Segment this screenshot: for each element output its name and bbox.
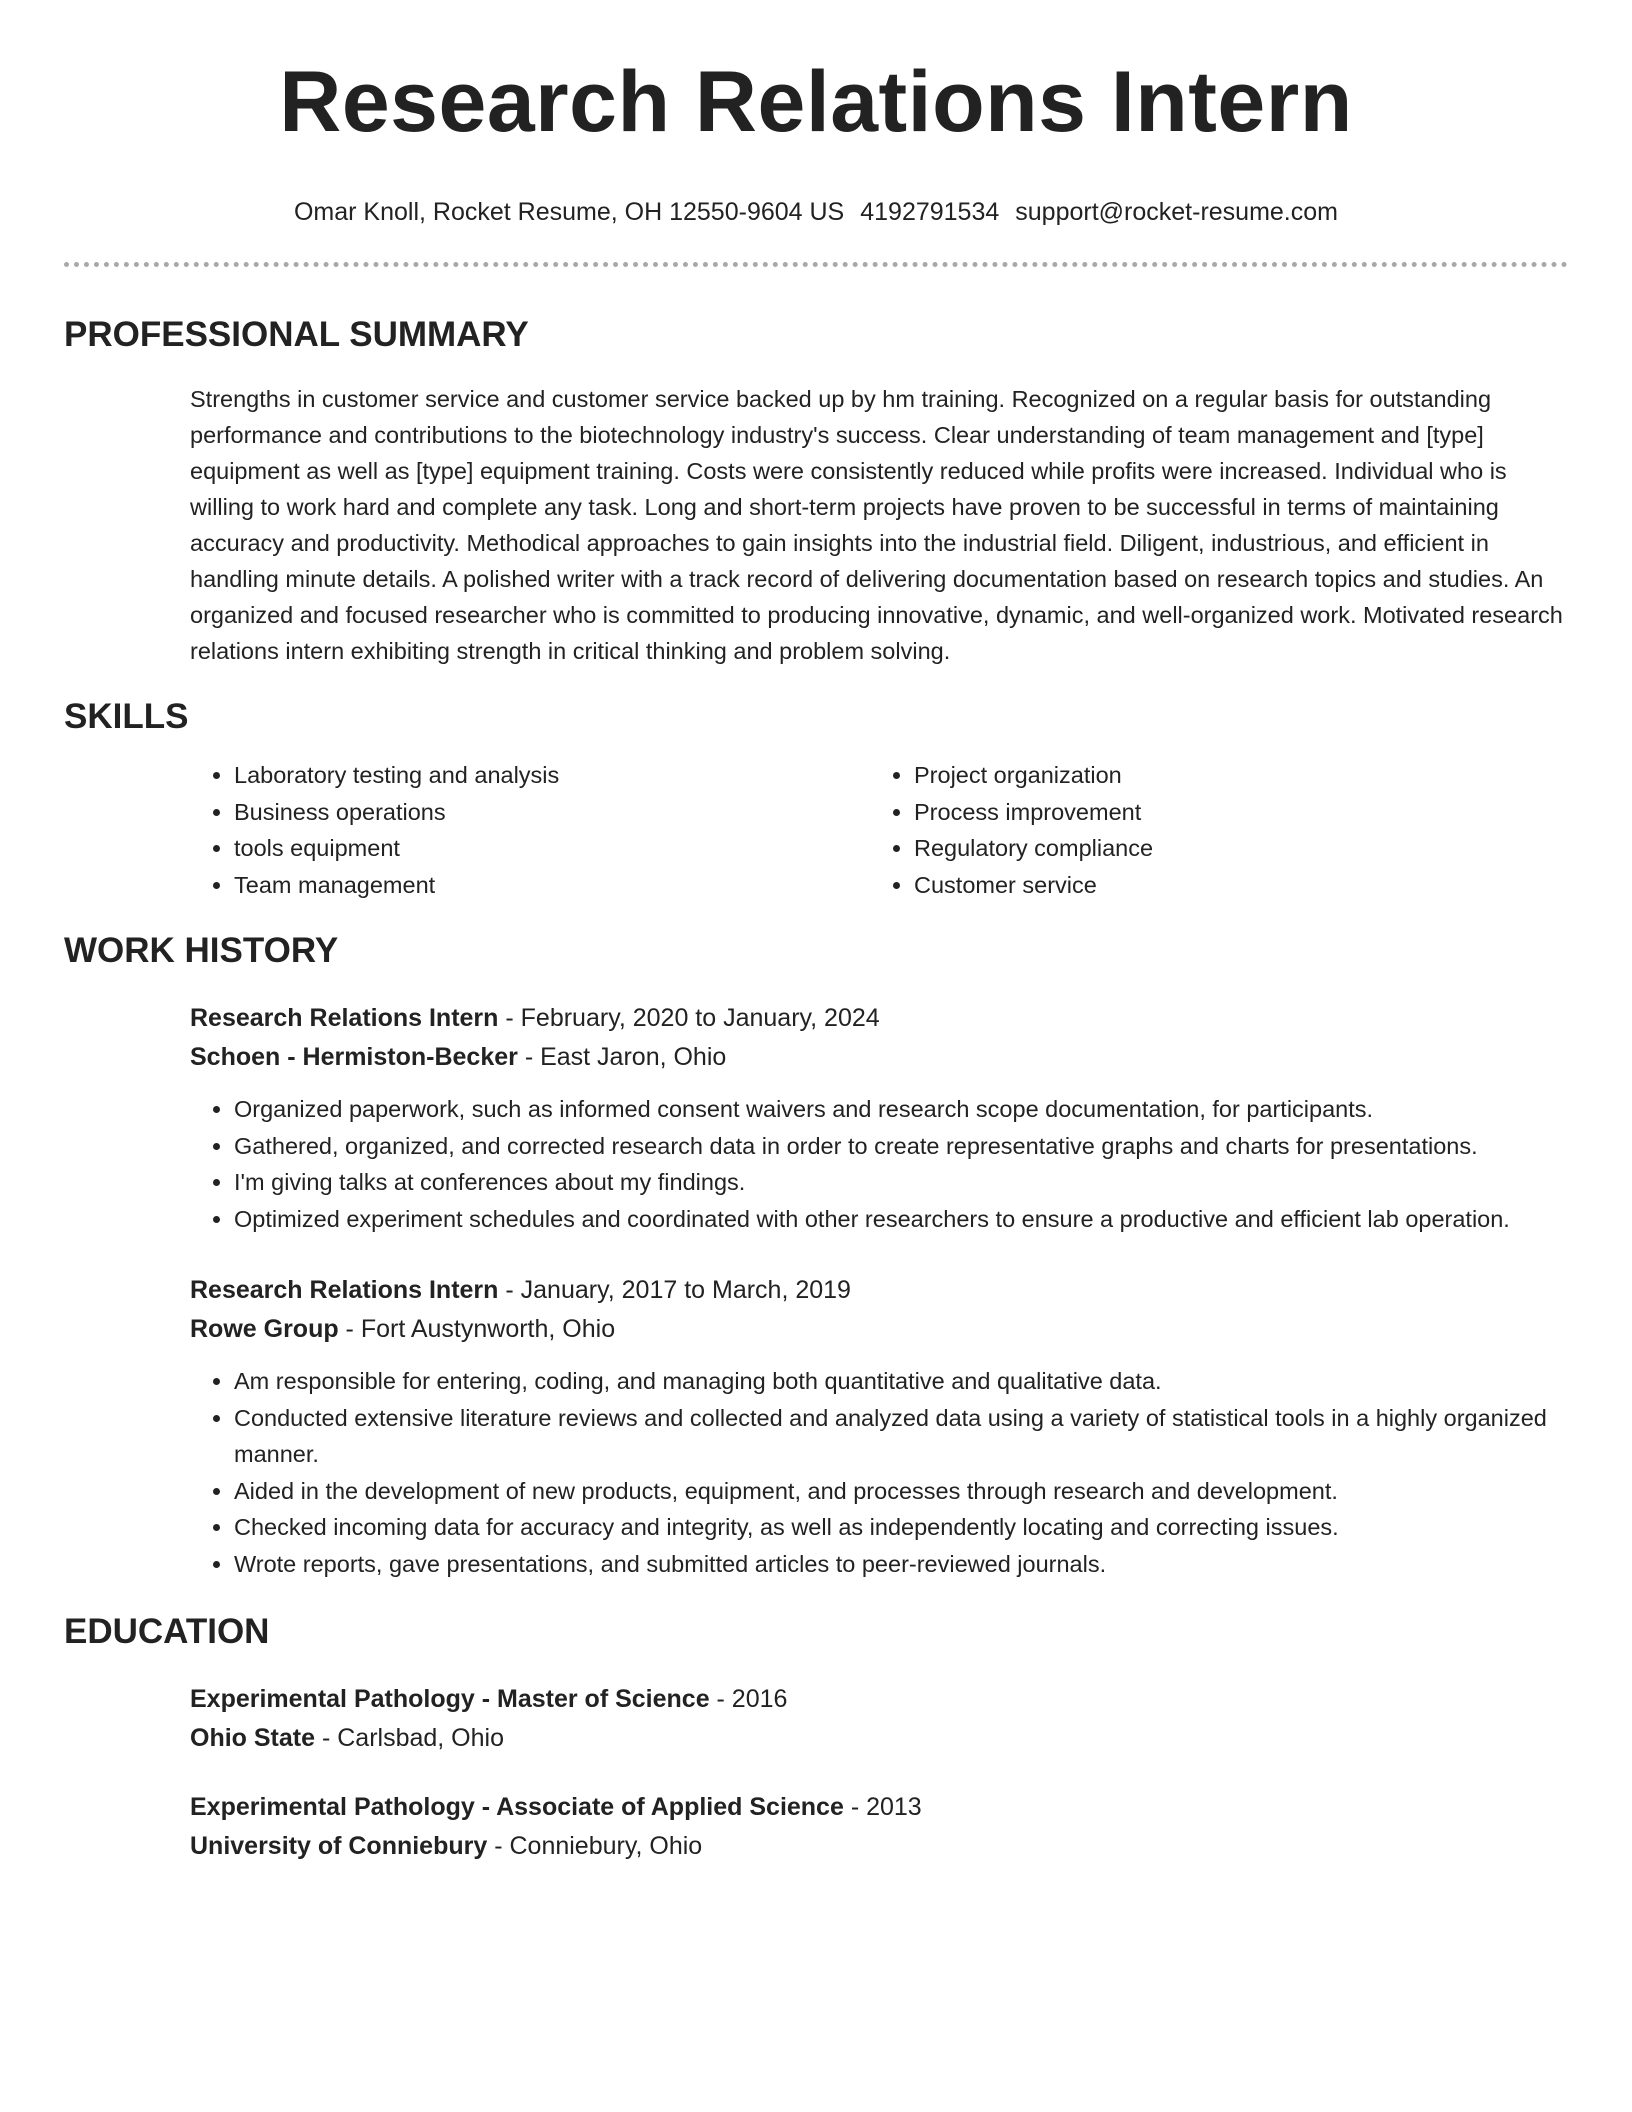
job-duty: • Gathered, organized, and corrected research data in order to create representative graphs and charts for presentations. — [234, 1128, 1568, 1165]
section-title-education: EDUCATION — [64, 1612, 270, 1651]
resume-name-heading: Research Relations Intern — [279, 54, 1353, 150]
skills-list-right — [870, 757, 1550, 903]
job-dates: - February, 2020 to January, 2024 — [498, 1004, 880, 1032]
job-location: - Fort Austynworth, Ohio — [338, 1315, 616, 1343]
skill-item: • tools equipment — [234, 830, 870, 867]
education-degree: Experimental Pathology - Associate of Applied Science — [190, 1793, 844, 1821]
skill-item: • Customer service — [914, 867, 1550, 904]
section-title-skills: SKILLS — [64, 697, 189, 736]
contact-phone: 4192791534 — [860, 198, 1000, 226]
education-location: - Conniebury, Ohio — [487, 1832, 703, 1860]
education-school-line — [190, 1827, 1568, 1866]
education-degree-line — [190, 1788, 1568, 1827]
section-title-summary: PROFESSIONAL SUMMARY — [64, 315, 529, 354]
skills-grid — [190, 757, 1568, 903]
skill-item: • Team management — [234, 867, 870, 904]
job-duty: • Conducted extensive literature reviews and collected and analyzed data using a variety of statistical tools in a highly organized manner. — [234, 1400, 1568, 1473]
education-degree-line — [190, 1680, 1568, 1719]
education-entry — [190, 1788, 1568, 1866]
skill-item: • Project organization — [914, 757, 1550, 794]
contact-line — [64, 196, 1568, 228]
job-duty: • Am responsible for entering, coding, and managing both quantitative and qualitative data. — [234, 1363, 1568, 1400]
job-position: Research Relations Intern — [190, 1004, 499, 1032]
job-location: - East Jaron, Ohio — [517, 1043, 727, 1071]
skills-list-left — [190, 757, 870, 903]
job-duties-list — [190, 1363, 1568, 1582]
job-company-line — [190, 1310, 1568, 1349]
job-title-line — [190, 1271, 1568, 1310]
education-year: - 2013 — [843, 1793, 922, 1821]
contact-address: Omar Knoll, Rocket Resume, OH 12550-9604 US — [293, 198, 845, 226]
section-title-work-history: WORK HISTORY — [64, 931, 339, 970]
education-school: University of Conniebury — [190, 1832, 488, 1860]
job-company-line — [190, 1038, 1568, 1077]
contact-email: support@rocket-resume.com — [1015, 198, 1338, 226]
job-dates: - January, 2017 to March, 2019 — [498, 1276, 851, 1304]
education-year: - 2016 — [709, 1685, 788, 1713]
skill-item: • Laboratory testing and analysis — [234, 757, 870, 794]
job-entry — [190, 999, 1568, 1237]
job-duty: • Checked incoming data for accuracy and integrity, as well as independently locating and correcting issues. — [234, 1509, 1568, 1546]
summary-text: Strengths in customer service and customer service backed up by hm training. Recognized on a regular basis for outstanding performance and contributions to the biotechnology industry's success. Clear understanding of team management and [type] equipment as well as [type] equipment training. Costs were consistently reduced while profits were increased. Individual who is willing to work hard and complete any task. Long and short-term projects have proven to be successful in terms of maintaining accuracy and productivity. Methodical approaches to gain insights into the industrial field. Diligent, industrious, and efficient in handling minute details. A polished writer with a track record of delivering documentation based on research topics and studies. An organized and focused researcher who is committed to producing innovative, dynamic, and well-organized work. Motivated research relations intern exhibiting strength in critical thinking and problem solving. — [190, 386, 1563, 664]
skill-item: • Process improvement — [914, 794, 1550, 831]
job-duty: • Aided in the development of new products, equipment, and processes through research and development. — [234, 1473, 1568, 1510]
skill-item: • Regulatory compliance — [914, 830, 1550, 867]
skill-item: • Business operations — [234, 794, 870, 831]
education-school-line — [190, 1719, 1568, 1758]
education-entry — [190, 1680, 1568, 1758]
dotted-divider — [64, 262, 1568, 267]
job-duty: • Optimized experiment schedules and coordinated with other researchers to ensure a productive and efficient lab operation. — [234, 1201, 1568, 1238]
job-title-line — [190, 999, 1568, 1038]
job-position: Research Relations Intern — [190, 1276, 499, 1304]
job-duties-list — [190, 1091, 1568, 1237]
job-company: Rowe Group — [190, 1315, 339, 1343]
job-duty: • I'm giving talks at conferences about my findings. — [234, 1164, 1568, 1201]
education-school: Ohio State — [190, 1724, 316, 1752]
job-entry — [190, 1271, 1568, 1582]
education-location: - Carlsbad, Ohio — [315, 1724, 504, 1752]
job-company: Schoen - Hermiston-Becker — [190, 1043, 518, 1071]
job-duty: • Organized paperwork, such as informed consent waivers and research scope documentation, for participants. — [234, 1091, 1568, 1128]
job-duty: • Wrote reports, gave presentations, and submitted articles to peer-reviewed journals. — [234, 1546, 1568, 1583]
education-degree: Experimental Pathology - Master of Science — [190, 1685, 710, 1713]
